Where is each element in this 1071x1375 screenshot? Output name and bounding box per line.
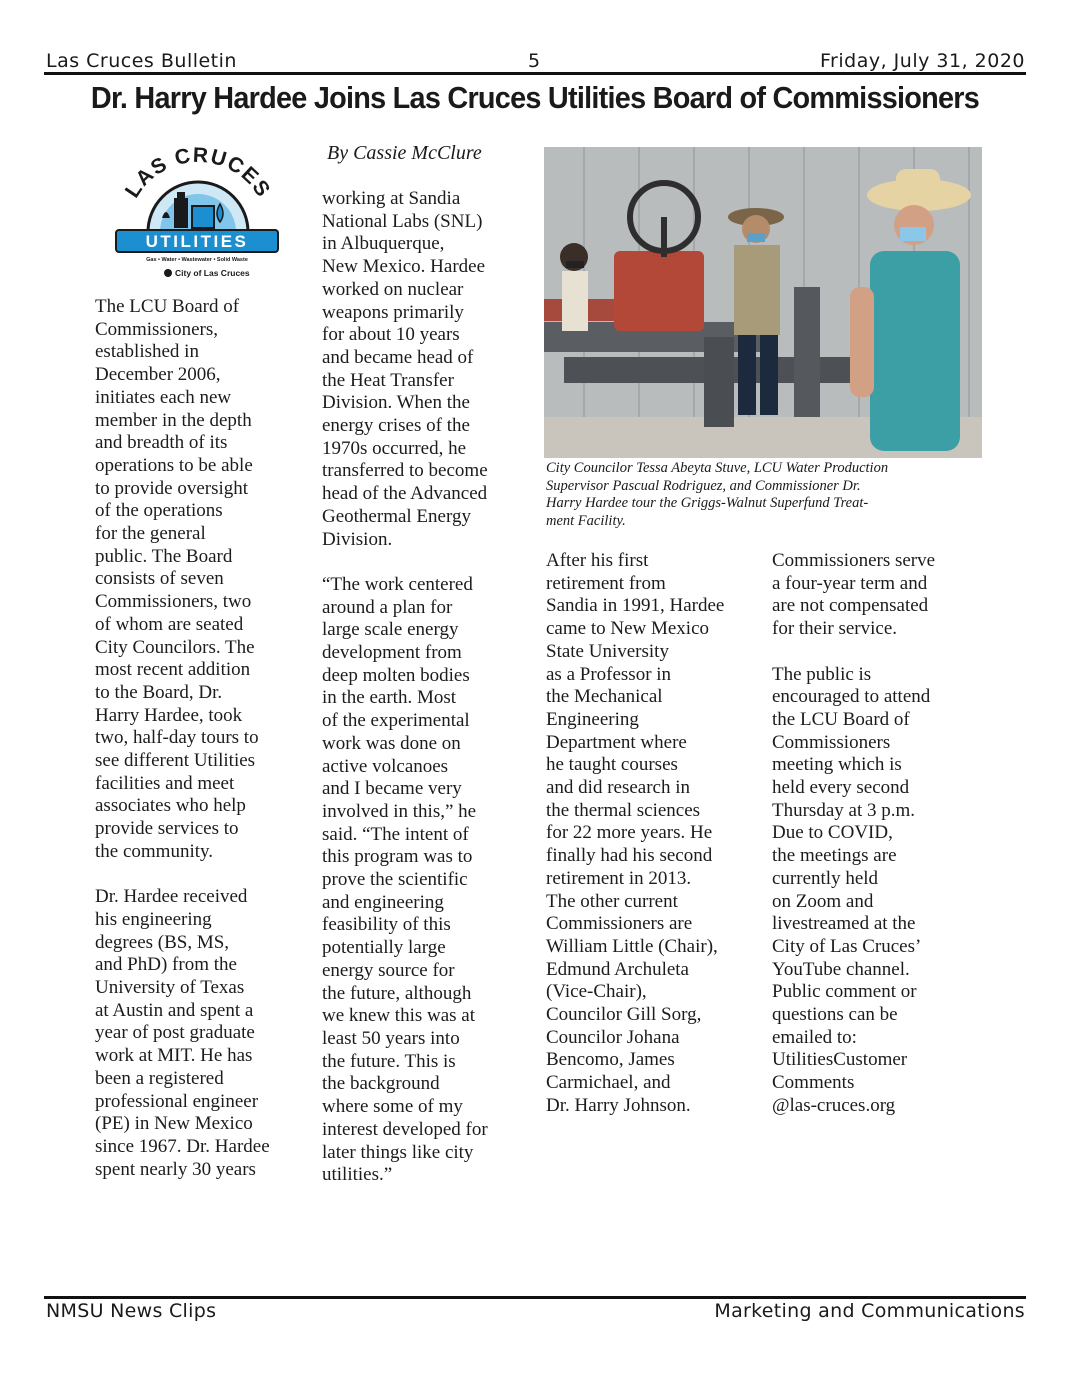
- article-headline: Dr. Harry Hardee Joins Las Cruces Utilities Board of Commissioners: [90, 80, 980, 115]
- las-cruces-utilities-logo: [112, 140, 282, 282]
- photo-caption: City Councilor Tessa Abeyta Stuve, LCU Water Production Supervisor Pascual Rodriguez, and Commissioner Dr. Harry Hardee tour the Griggs-Walnut Superfund Treat- ment Facility.: [546, 460, 889, 529]
- footer-right: Marketing and Communications: [714, 1300, 1025, 1322]
- issue-date: Friday, July 31, 2020: [820, 50, 1025, 72]
- article-column-3: [546, 550, 766, 1140]
- footer-left: NMSU News Clips: [46, 1300, 217, 1322]
- logo-city-text: City of Las Cruces: [175, 268, 250, 278]
- facility-tour-photo: [544, 147, 982, 458]
- article-column-1: [95, 296, 310, 1204]
- header-rule: [44, 72, 1026, 75]
- paragraph: working at Sandia National Labs (SNL) in Albuquerque, New Mexico. Hardee worked on nuclear weapons primarily for about 10 years and became head of the Heat Transfer Division. When the energy crises of the 1970s occurred, he transferred to become head of the Advanced Geothermal Energy Division.: [322, 188, 488, 550]
- paragraph: Commissioners serve a four-year term and are not compensated for their service.: [772, 550, 936, 640]
- publication-name: Las Cruces Bulletin: [46, 50, 237, 72]
- logo-arc-text: LAS CRUCES: [120, 143, 276, 202]
- byline: By Cassie McClure: [327, 142, 482, 164]
- page-number: 5: [528, 50, 541, 72]
- footer-rule: [44, 1296, 1026, 1299]
- article-column-4: [772, 550, 987, 1140]
- article-column-2: [322, 188, 537, 1210]
- paragraph: Dr. Hardee received his engineering degrees (BS, MS, and PhD) from the University of Texas at Austin and spent a year of post graduate work at MIT. He has been a registered professional engineer (PE) in New Mexico since 1967. Dr. Hardee spent nearly 30 years: [95, 886, 270, 1180]
- paragraph: “The work centered around a plan for large scale energy development from deep molten bodies in the earth. Most of the experimental work was done on active volcanoes and I became very involved in this,” he said. “The intent of this program was to prove the scientific and engineering feasibility of this potentially large energy source for the future, although we knew this was at least 50 years into the future. This is the background where some of my interest developed for later things like city utilities.”: [322, 573, 488, 1186]
- logo-services-text: Gas • Water • Wastewater • Solid Waste: [146, 257, 248, 263]
- logo-banner-text: UTILITIES: [145, 232, 249, 251]
- paragraph: The LCU Board of Commissioners, established in December 2006, initiates each new member in the depth and breadth of its operations to be able to provide oversight of the operations for the general public. The Board consists of seven Commissioners, two of whom are seated City Councilors. The most recent addition to the Board, Dr. Harry Hardee, took two, half-day tours to see different Utilities facilities and meet associates who help provide services to the community.: [95, 296, 259, 862]
- paragraph: After his first retirement from Sandia in 1991, Hardee came to New Mexico State University as a Professor in the Mechanical Engineering Department where he taught courses and did research in the thermal sciences for 22 more years. He finally had his second retirement in 2013. The other current Commissioners are William Little (Chair), Edmund Archuleta (Vice-Chair), Councilor Gill Sorg, Councilor Johana Bencomo, James Carmichael, and Dr. Harry Johnson.: [546, 550, 725, 1116]
- paragraph: The public is encouraged to attend the LCU Board of Commissioners meeting which is held every second Thursday at 3 p.m. Due to COVID, the meetings are currently held on Zoom and livestreamed at the City of Las Cruces’ YouTube channel. Public comment or questions can be emailed to: UtilitiesCustomer Comments @las-cruces.org: [772, 663, 931, 1116]
